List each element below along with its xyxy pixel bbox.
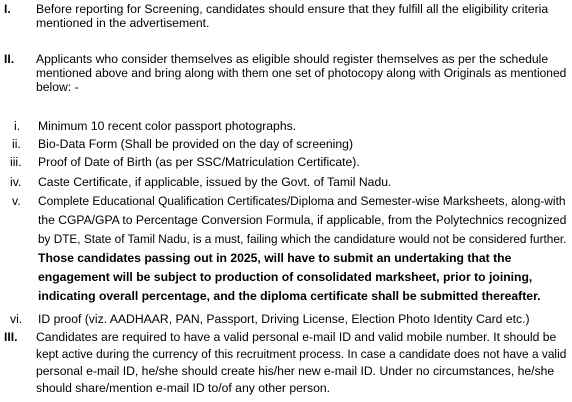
section-number-2: II. [4,52,15,66]
list-item-text: Caste Certificate, if applicable, issued by the Govt. of Tamil Nadu. [38,175,392,189]
section-3-line-4: should share/mention e-mail ID to/of any other person. [36,381,331,395]
list-item-bold-text: engagement will be subject to production of consolidated marksheet, prior to joining, [38,270,533,284]
list-item-text: Minimum 10 recent color passport photographs. [38,119,297,133]
section-2-line-3: below: - [36,80,79,94]
section-1-line-1: Before reporting for Screening, candidates should ensure that they fulfill all the eligibility criteria [36,2,549,16]
section-3-line-3: personal e-mail ID, he/she should create his/her new e-mail ID. Under no circumstances, he/she [36,364,555,378]
list-item-bold-text: Those candidates passing out in 2025, will have to submit an undertaking that the [38,251,512,265]
list-item-text: Complete Educational Qualification Certificates/Diploma and Semester-wise Marksheets, along-with [38,194,566,208]
list-item-text: ID proof (viz. AADHAAR, PAN, Passport, Driving License, Election Photo Identity Card etc.) [38,312,530,326]
section-number-1: I. [4,2,11,16]
section-3-line-1: Candidates are required to have a valid personal e-mail ID and valid mobile number. It should be [36,330,557,344]
section-2-line-2: mentioned above and bring along with them one set of photocopy along with Originals as mentioned [36,66,567,80]
list-item-marker: iii. [10,155,22,169]
section-2-line-1: Applicants who consider themselves as eligible should register themselves as per the schedule [36,52,549,66]
section-number-3: III. [4,330,18,344]
list-item-marker: ii. [12,137,21,151]
list-item-marker: vi. [10,312,23,326]
list-item-text: Proof of Date of Birth (as per SSC/Matriculation Certificate). [38,155,360,169]
list-item-text: Bio-Data Form (Shall be provided on the day of screening) [38,137,354,151]
list-item-text: by DTE, State of Tamil Nadu, is a must, failing which the candidature would not be considered further. [38,232,567,246]
list-item-marker: v. [12,194,21,208]
section-1-line-2: mentioned in the advertisement. [36,16,210,30]
list-item-text: the CGPA/GPA to Percentage Conversion Formula, if applicable, from the Polytechnics recognized [38,213,567,227]
section-3-line-2: kept active during the currency of this recruitment process. In case a candidate does not have a valid [36,347,567,361]
list-item-marker: iv. [10,175,22,189]
list-item-marker: i. [14,119,21,133]
list-item-bold-text: indicating overall percentage, and the diploma certificate shall be submitted thereafter. [38,289,541,303]
